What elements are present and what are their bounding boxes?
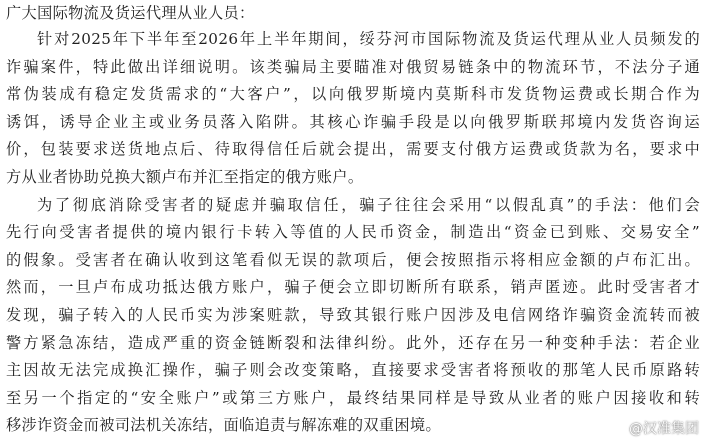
paragraph-2-line-5: 发现，骗子转入的人民币实为涉案赃款，导致其银行账户因涉及电信网络诈骗资金流转而被 <box>6 305 700 324</box>
paragraph-2-line-7: 主因故无法完成换汇操作，骗子则会改变策略，直接要求受害者将预收的那笔人民币原路转 <box>6 361 700 380</box>
paragraph-1-line-6: 方从业者协助兑换大额卢布并汇至指定的俄方账户。 <box>6 167 364 186</box>
paragraph-1-line-5: 价，包装要求送货地点后、待取得信任后就会提出，需要支付俄方运费或货款为名，要求中 <box>6 140 700 159</box>
paragraph-2-line-9: 移涉诈资金而被司法机关冻结，面临追责与解冻难的双重困境。 <box>6 416 442 435</box>
toutiao-logo-icon <box>610 421 625 436</box>
paragraph-1-line-2: 诈骗案件，特此做出详细说明。该类骗局主要瞄准对俄贸易链条中的物流环节，不法分子通 <box>6 57 700 76</box>
paragraph-2-line-2: 先行向受害者提供的境内银行卡转入等值的人民币资金，制造出“资金已到账、交易安全” <box>6 223 700 242</box>
watermark <box>610 418 699 438</box>
paragraph-2-line-8: 至另一个指定的“安全账户”或第三方账户，最终结果同样是导致从业者的账户因接收和转 <box>6 388 700 407</box>
paragraph-1-line-1: 针对2025年下半年至2026年上半年期间，绥芬河市国际物流及货运代理从业人员频发的 <box>37 30 700 48</box>
watermark-text: @汉准集团 <box>629 421 699 437</box>
salutation-line: 广大国际物流及货运代理从业人员： <box>6 4 255 22</box>
paragraph-1-line-3: 常伪装成有稳定发货需求的“大客户”，以向俄罗斯境内莫斯科市发货物运费或长期合作为 <box>6 85 700 104</box>
paragraph-1-line-4: 诱饵，诱导企业主或业务员落入陷阱。其核心诈骗手段是以向俄罗斯联邦境内发货咨询运 <box>6 112 700 131</box>
paragraph-2-line-1: 为了彻底消除受害者的疑虑并骗取信任，骗子往往会采用“以假乱真”的手法：他们会 <box>37 195 700 214</box>
paragraph-2-line-3: 的假象。受害者在确认收到这笔看似无误的款项后，便会按照指示将相应金额的卢布汇出。 <box>6 250 700 269</box>
document-body <box>6 0 700 440</box>
paragraph-2-line-4: 然而，一旦卢布成功抵达俄方账户，骗子便会立即切断所有联系，销声匿迹。此时受害者才 <box>6 278 700 297</box>
paragraph-2-line-6: 警方紧急冻结，造成严重的资金链断裂和法律纠纷。此外，还存在另一种变种手法：若企业 <box>6 333 700 352</box>
